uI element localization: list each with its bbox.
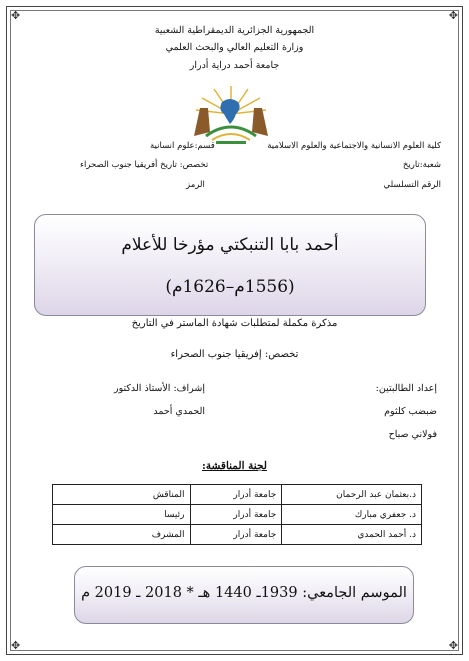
table-row <box>53 505 422 525</box>
committee-member-role: المشرف <box>53 525 191 545</box>
supervision-label: إشراف: الأستاذ الدكتور <box>114 383 205 394</box>
republic-name: الجمهورية الجزائرية الديمقراطية الشعبية <box>154 25 315 36</box>
symbol-label: الرمز <box>186 180 205 190</box>
student-name: ضبضب كلثوم <box>384 406 437 417</box>
border-corner-ornament: ✥ <box>448 9 458 22</box>
logo-right-pillar <box>252 108 268 136</box>
committee-member-name: د. أحمد الحمدي <box>282 525 422 545</box>
committee-member-university: جامعة أدرار <box>190 505 282 525</box>
branch-name: شعبة:تاريخ <box>402 160 441 170</box>
border-corner-ornament: ✥ <box>11 639 21 652</box>
logo-left-pillar <box>194 108 210 136</box>
memo-specialization: تخصص: إفريقيا جنوب الصحراء <box>170 349 299 360</box>
specialization-line: تخصص: تاريخ أفريقيا جنوب الصحراء <box>80 160 209 170</box>
university-name: جامعة أحمد دراية أدرار <box>189 60 280 71</box>
ministry-name: وزارة التعليم العالي والبحث العلمي <box>165 42 304 53</box>
committee-member-role: المناقش <box>53 485 191 505</box>
committee-member-university: جامعة أدرار <box>190 525 282 545</box>
faculty-name: كلية العلوم الانسانية والاجتماعية والعلوم الاسلامية <box>267 141 441 151</box>
prepared-by-label: إعداد الطالبتين: <box>375 383 437 394</box>
committee-member-university: جامعة أدرار <box>190 485 282 505</box>
committee-member-name: د. جعفري مبارك <box>282 505 422 525</box>
committee-table <box>52 484 422 545</box>
table-row <box>53 485 422 505</box>
logo-gold-arc <box>212 134 250 140</box>
supervisor-name: الحمدي أحمد <box>153 406 205 417</box>
thesis-title-box <box>34 214 426 316</box>
thesis-title: أحمد بابا التنبكتي مؤرخا للأعلام <box>121 235 339 255</box>
thesis-years: (1556م–1626م) <box>165 277 295 297</box>
academic-season-box <box>74 566 414 624</box>
table-row <box>53 525 422 545</box>
university-logo-icon <box>186 84 276 146</box>
department-name: قسم:علوم انسانية <box>150 141 215 151</box>
committee-member-role: رئيسا <box>53 505 191 525</box>
committee-member-name: د.بعثمان عبد الرحمان <box>282 485 422 505</box>
academic-season: الموسم الجامعي: 1939ـ 1440 هـ * 2018 ـ 2019 م <box>81 585 407 601</box>
committee-heading: لجنة المناقشة: <box>202 460 267 472</box>
student-name: فولاني صباح <box>388 429 437 440</box>
memo-description: مذكرة مكملة لمتطلبات شهادة الماستر في التاريخ <box>131 318 338 329</box>
serial-number-label: الرقم التسلسلي <box>383 180 441 190</box>
logo-base-bar <box>216 141 246 144</box>
border-corner-ornament: ✥ <box>448 639 458 652</box>
border-corner-ornament: ✥ <box>11 9 21 22</box>
logo-africa-map <box>220 99 239 124</box>
